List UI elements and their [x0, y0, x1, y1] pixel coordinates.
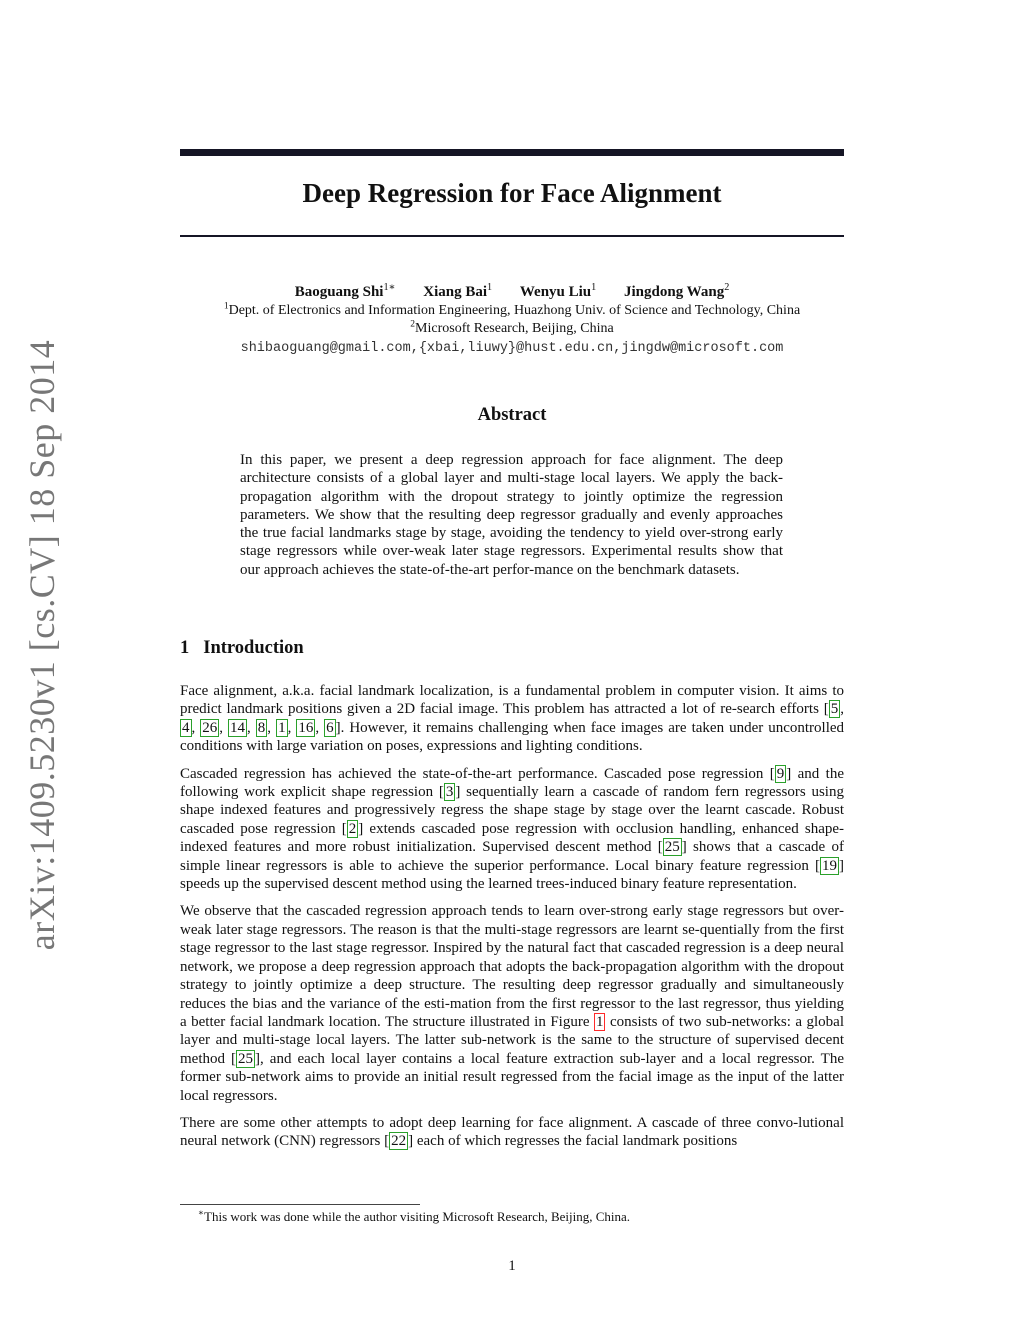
citation-link[interactable]: 5: [830, 701, 839, 718]
figure-link[interactable]: 1: [595, 1013, 604, 1030]
paragraph: Cascaded regression has achieved the state-of-the-art performance. Cascaded pose regression [ 9 ] and the following work explicit shape regression [ 3 ] sequentially learn a cascade of random fern regressors using shape indexed features and progressively regress the shape stage by stage over the learnt cascade. Robust cascaded pose regression [ 2 ] extends cascaded pose regression with occlusion handling, enhanced shape-indexed features and more robust initialization. Supervised descent method [ 25 ] shows that a cascade of simple linear regressors is able to achieve the superior performance. Local binary feature regression [ 19 ] speeds up the supervised descent method using the learned trees-induced binary feature representation.: [180, 765, 845, 893]
citation-link[interactable]: 8: [257, 719, 266, 736]
footnote-rule: [180, 1204, 420, 1205]
citation-link[interactable]: 22: [391, 1133, 407, 1150]
citation-link[interactable]: 25: [238, 1050, 254, 1067]
paragraph: There are some other attempts to adopt deep learning for face alignment. A cascade of three convo-lutional neural network (CNN) regressors [ 22 ] each of which regresses the facial landmark positions: [180, 1114, 844, 1150]
author: Jingdong Wang$^2$: [624, 282, 730, 300]
affiliation-1: $^1$Dept. of Electronics and Information Engineering, Huazhong Univ. of Science and Technology, China: [223, 301, 801, 318]
citation-link[interactable]: 4: [182, 719, 190, 736]
author-list: [180, 284, 844, 301]
section-title: Introduction: [203, 638, 304, 658]
title-top-rule: [180, 149, 844, 156]
citation-link[interactable]: 19: [822, 857, 837, 874]
citation-link[interactable]: 26: [202, 719, 218, 736]
citation-link[interactable]: 3: [445, 784, 454, 801]
author: Wenyu Liu$^1$: [519, 282, 597, 300]
title-bottom-rule: [180, 235, 844, 237]
citation-link[interactable]: 14: [230, 719, 246, 736]
affiliation-2: $^2$Microsoft Research, Beijing, China: [410, 319, 614, 336]
arxiv-identifier: arXiv:1409.5230v1 [cs.CV] 18 Sep 2014: [22, 339, 63, 951]
citation-link[interactable]: 6: [326, 719, 334, 736]
section-heading-introduction: [180, 638, 304, 659]
citation-link[interactable]: 9: [776, 765, 785, 782]
abstract-heading: Abstract: [477, 405, 547, 425]
author: Xiang Bai$^1$: [423, 282, 493, 300]
paragraph: Face alignment, a.k.a. facial landmark localization, is a fundamental problem in computer vision. It aims to predict landmark positions given a 2D facial image. This problem has attracted a lot of re-search efforts [ 5 , 4 , 26 , 14 , 8 , 1 , 16 , 6 ]. However, it remains challenging when face images are taken under uncontrolled conditions with large variation on poses, expressions and lighting conditions.: [180, 683, 845, 755]
citation-link[interactable]: 1: [278, 719, 286, 736]
footnote: ∗This work was done while the author visiting Microsoft Research, Beijing, China.: [198, 1207, 631, 1224]
author-emails: shibaoguang@gmail.com,{xbai,liuwy}@hust.edu.cn,jingdw@microsoft.com: [240, 341, 784, 356]
citation-link[interactable]: 16: [298, 719, 314, 736]
citation-link[interactable]: 2: [348, 820, 357, 837]
introduction-body: [180, 682, 844, 1160]
section-number: 1: [180, 638, 190, 658]
paper-title: Deep Regression for Face Alignment: [302, 178, 722, 208]
citation-link[interactable]: 25: [664, 839, 680, 856]
abstract-text: In this paper, we present a deep regression approach for face alignment. The deep architecture consists of a global layer and multi-stage local layers. We apply the back-propagation algorithm with the dropout strategy to jointly optimize the regression parameters. We show that the resulting deep regressor gradually and evenly approaches the true facial landmarks stage by stage, avoiding the tendency to yield over-strong early stage regressors while over-weak later stage regressors. Experimental results show that our approach achieves the state-of-the-art perfor-mance on the benchmark datasets.: [240, 452, 783, 578]
paragraph: We observe that the cascaded regression approach tends to learn over-strong early stage regressors but over-weak later stage regressors. The reason is that the multi-stage regressors are learnt se-quentially from the first stage regressor to the last stage regressor. Inspired by the natural fact that cascaded regression is a deep neural network, we propose a deep regression approach that adopts the back-propagation algorithm with the dropout strategy to jointly optimize a deep structure. The resulting deep regressor gradually and simultaneously reduces the bias and the variance of the esti-mation from the first regressor to the last regressor, thus yielding a better facial landmark location. The structure illustrated in Figure 1 consists of two sub-networks: a global layer and multi-stage local layers. The latter sub-network is the same to the structure of supervised decent method [ 25 ], and each local layer contains a local feature extraction sub-layer and a local regressor. The former sub-network aims to provide an initial result regressed from the facial image as the input of the latter local regressors.: [180, 903, 844, 1104]
arxiv-sidebar: [10, 339, 74, 951]
page-number: 1: [508, 1258, 516, 1274]
author: Baoguang Shi$^{1∗}$: [294, 282, 396, 300]
